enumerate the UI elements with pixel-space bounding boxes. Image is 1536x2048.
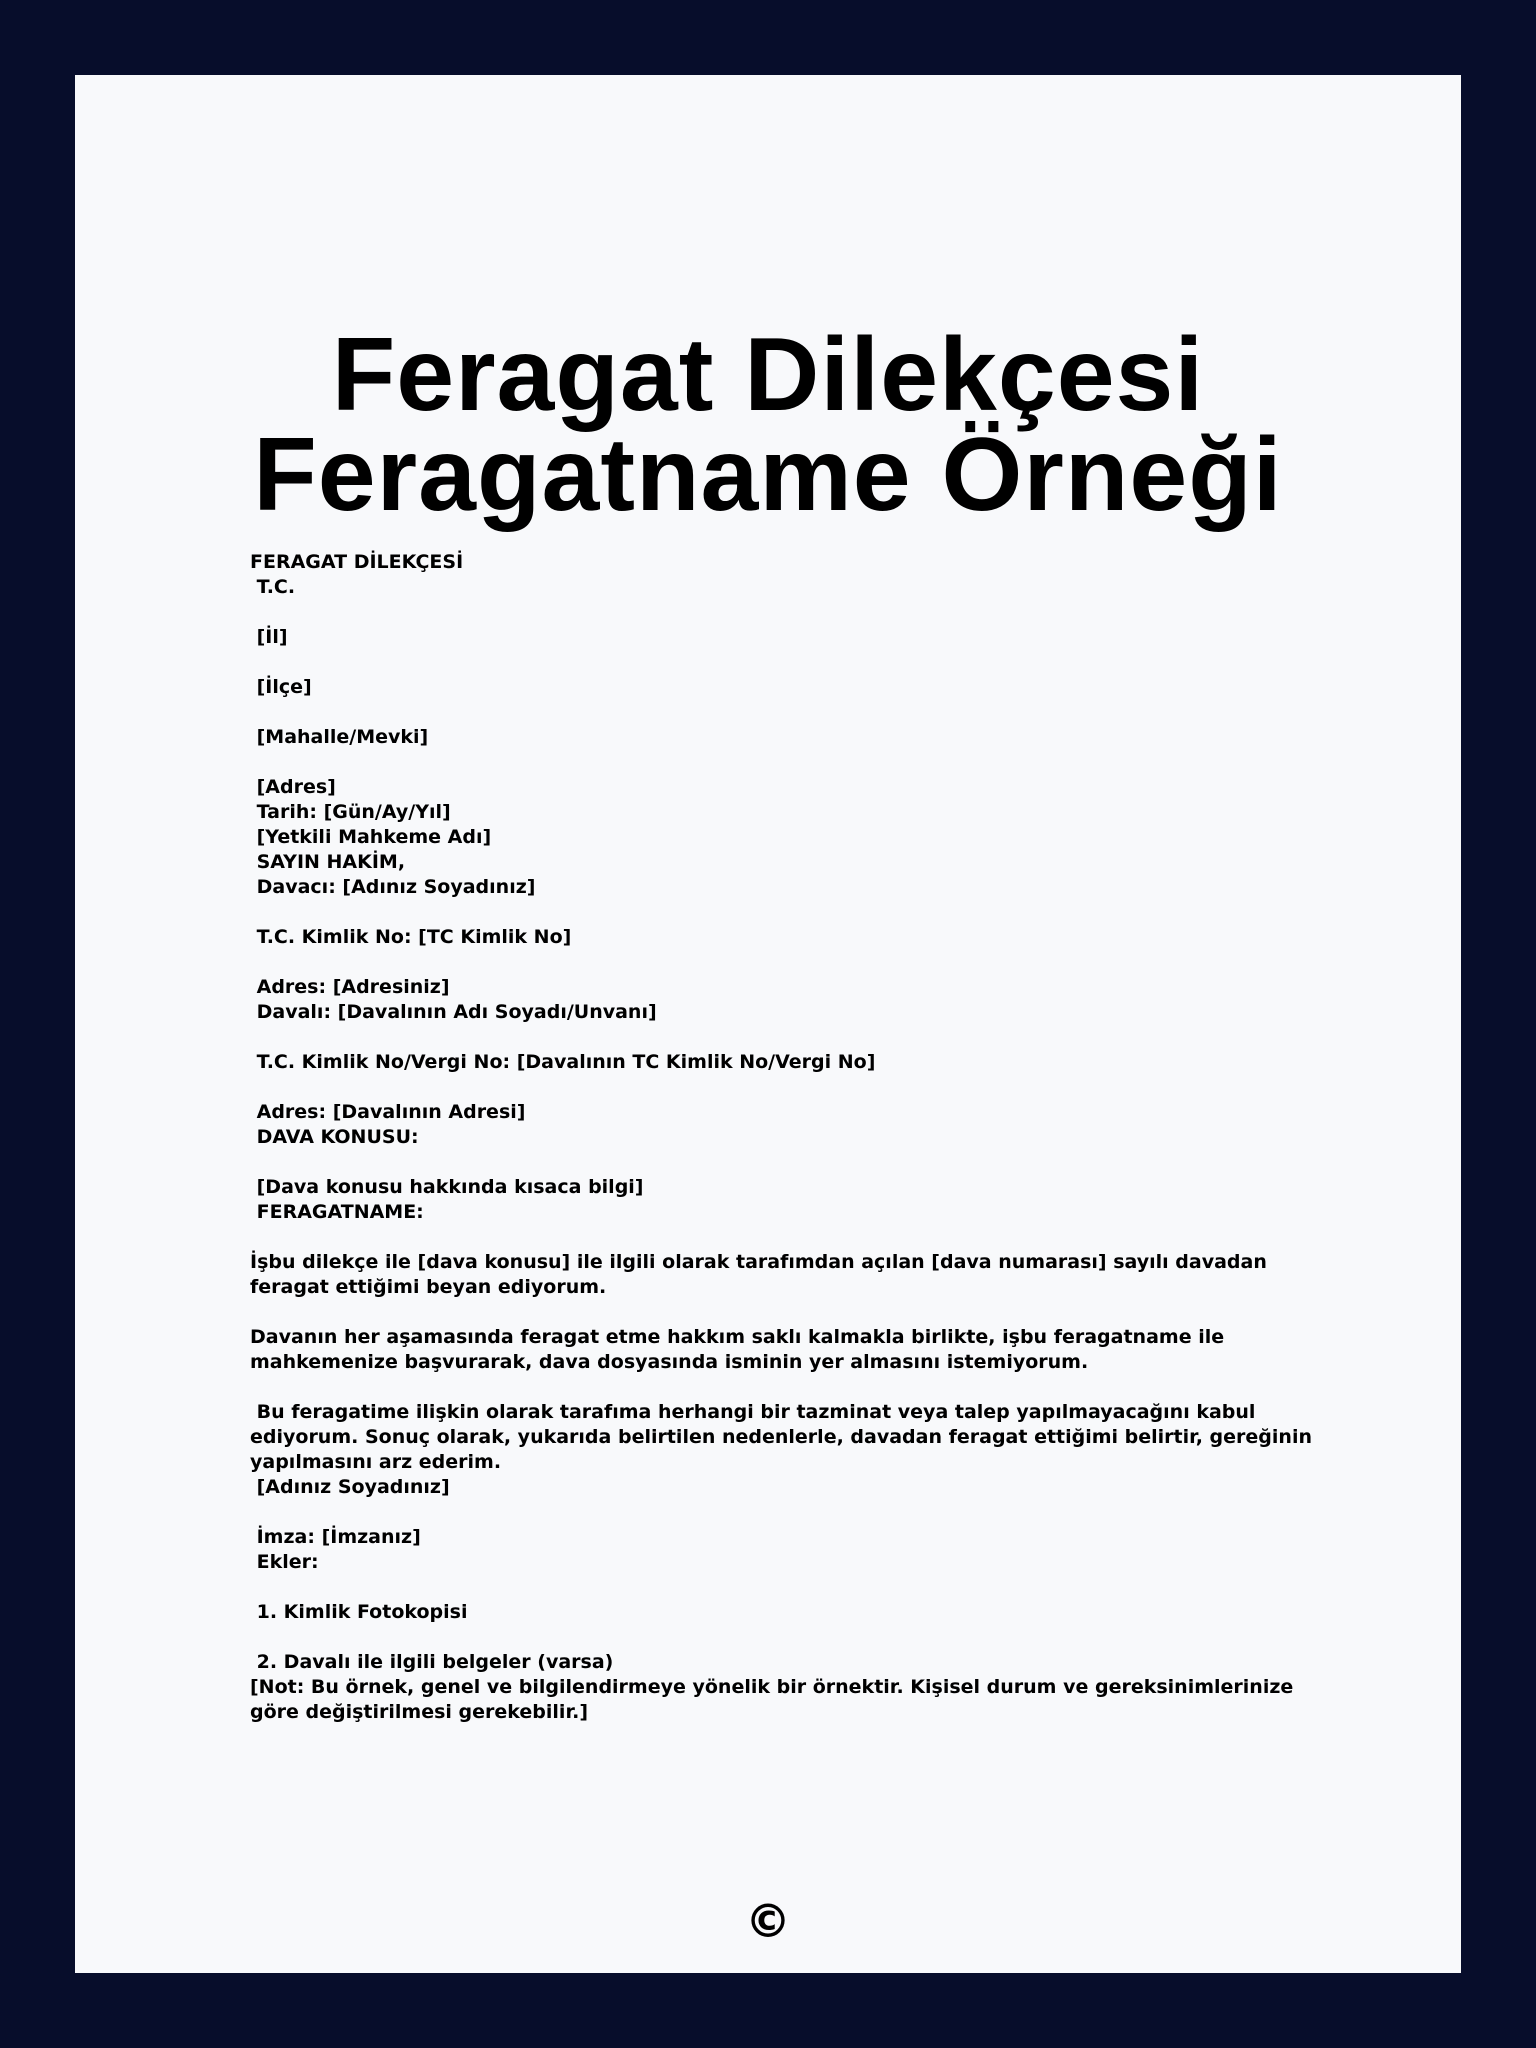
blank-line xyxy=(250,1625,1330,1650)
blank-line xyxy=(250,1375,1330,1400)
header-adres: [Adres] xyxy=(250,776,336,798)
signature-name: [Adınız Soyadınız] xyxy=(250,1476,450,1498)
dava-konusu-text: [Dava konusu hakkında kısaca bilgi] xyxy=(250,1176,644,1198)
davali-adres: Adres: [Davalının Adresi] xyxy=(250,1101,526,1123)
blank-line xyxy=(250,1300,1330,1325)
blank-line xyxy=(250,650,1330,675)
blank-line xyxy=(250,1575,1330,1600)
dava-konusu-label: DAVA KONUSU: xyxy=(250,1126,419,1148)
blank-line xyxy=(250,900,1330,925)
davali-ad: Davalı: [Davalının Adı Soyadı/Unvanı] xyxy=(250,1001,657,1023)
header-mahkeme: [Yetkili Mahkeme Adı] xyxy=(250,826,492,848)
ek-item-2: 2. Davalı ile ilgili belgeler (varsa) xyxy=(250,1651,614,1673)
davaci-tc: T.C. Kimlik No: [TC Kimlik No] xyxy=(250,926,572,948)
blank-line xyxy=(250,700,1330,725)
header-tarih: Tarih: [Gün/Ay/Yıl] xyxy=(250,801,451,823)
blank-line xyxy=(250,750,1330,775)
ek-item-1: 1. Kimlik Fotokopisi xyxy=(250,1601,468,1623)
paragraph-3: Bu feragatime ilişkin olarak tarafıma herhangi bir tazminat veya talep yapılmayacağını kabul ediyorum. Sonuç olarak, yukarıda belirtilen nedenlerle, davadan feragat ettiğimi belirtir, gereğinin yapılmasını arz ederim. xyxy=(250,1401,1319,1473)
header-tc: T.C. xyxy=(250,576,296,598)
header-hitap: SAYIN HAKİM, xyxy=(250,851,406,873)
blank-line xyxy=(250,1075,1330,1100)
blank-line xyxy=(250,1500,1330,1525)
ekler-label: Ekler: xyxy=(250,1551,319,1573)
document-body xyxy=(250,550,1330,1725)
header-il: [İl] xyxy=(250,626,288,648)
title-line-2: Feragatname Örneği xyxy=(253,417,1283,533)
document-heading: FERAGAT DİLEKÇESİ xyxy=(250,551,464,573)
davaci-ad: Davacı: [Adınız Soyadınız] xyxy=(250,876,536,898)
davali-tc: T.C. Kimlik No/Vergi No: [Davalının TC Kimlik No/Vergi No] xyxy=(250,1051,876,1073)
davaci-adres: Adres: [Adresiniz] xyxy=(250,976,450,998)
blank-line xyxy=(250,950,1330,975)
page-title xyxy=(75,317,1461,533)
header-mahalle: [Mahalle/Mevki] xyxy=(250,726,429,748)
document-page xyxy=(75,75,1461,1973)
signature-line: İmza: [İmzanız] xyxy=(250,1526,421,1548)
blank-line xyxy=(250,1225,1330,1250)
paragraph-1: İşbu dilekçe ile [dava konusu] ile ilgili olarak tarafımdan açılan [dava numarası] sayılı davadan feragat ettiğimi beyan ediyorum. xyxy=(250,1251,1267,1298)
blank-line xyxy=(250,600,1330,625)
disclaimer-note: [Not: Bu örnek, genel ve bilgilendirmeye yönelik bir örnektir. Kişisel durum ve gereksinimlerinize göre değiştirilmesi gerekebilir.] xyxy=(250,1676,1294,1723)
feragatname-label: FERAGATNAME: xyxy=(250,1201,424,1223)
copyright-icon: © xyxy=(745,1894,791,1948)
blank-line xyxy=(250,1150,1330,1175)
title-line-1: Feragat Dilekçesi xyxy=(331,317,1205,433)
paragraph-2: Davanın her aşamasında feragat etme hakkım saklı kalmakla birlikte, işbu feragatname ile mahkemenize başvurarak, dava dosyasında isminin yer almasını istemiyorum. xyxy=(250,1326,1225,1373)
header-ilce: [İlçe] xyxy=(250,676,312,698)
blank-line xyxy=(250,1025,1330,1050)
